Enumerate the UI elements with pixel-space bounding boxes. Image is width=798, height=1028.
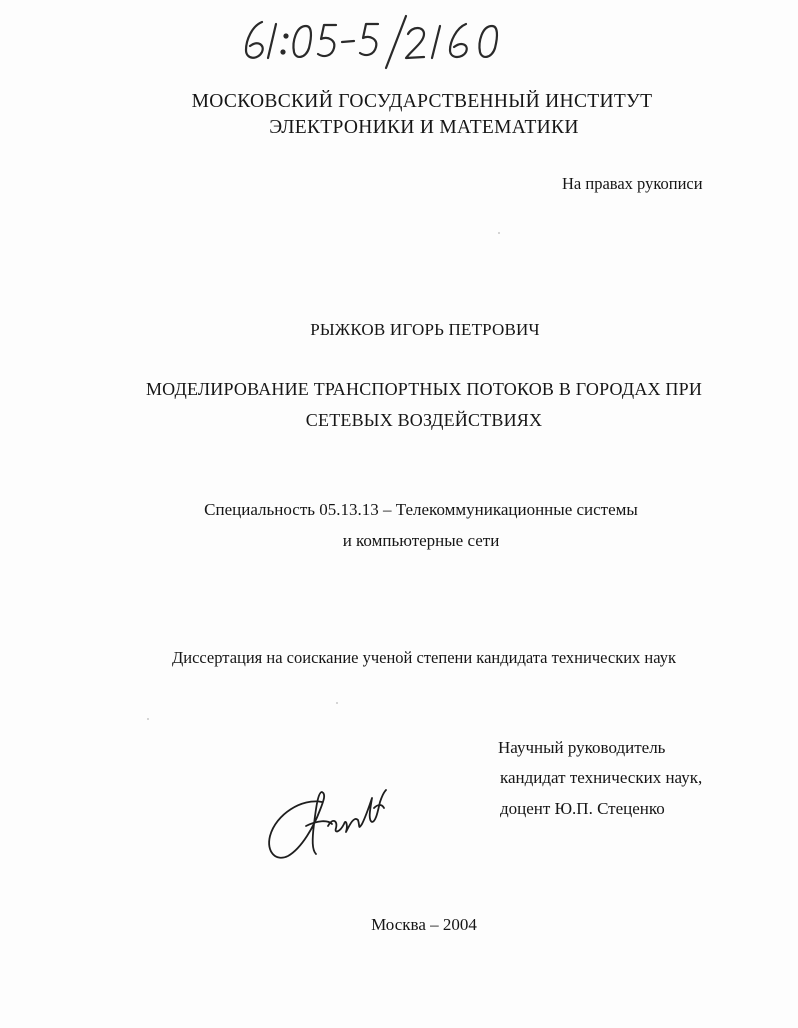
advisor-name: доцент Ю.П. Стеценко (500, 799, 665, 818)
handwritten-archive-number (236, 12, 516, 70)
dissertation-title-line1: МОДЕЛИРОВАНИЕ ТРАНСПОРТНЫХ ПОТОКОВ В ГОРОДАХ ПРИ (145, 379, 703, 399)
scan-speck (336, 702, 338, 704)
manuscript-rights-note: На правах рукописи (562, 174, 703, 193)
advisor-degree: кандидат технических наук, (500, 768, 703, 787)
advisor-role: Научный руководитель (498, 738, 666, 757)
institute-name-line2: ЭЛЕКТРОНИКИ И МАТЕМАТИКИ (269, 117, 579, 138)
scan-speck (147, 718, 149, 720)
degree-statement: Диссертация на соискание ученой степени кандидата технических наук (172, 648, 676, 667)
institute-name-line1: МОСКОВСКИЙ ГОСУДАРСТВЕННЫЙ ИНСТИТУТ (191, 91, 653, 112)
scan-speck (498, 232, 500, 234)
author-name: РЫЖКОВ ИГОРЬ ПЕТРОВИЧ (310, 320, 540, 339)
author-signature (262, 780, 397, 870)
city-and-year: Москва – 2004 (371, 915, 477, 934)
specialty-line2: и компьютерные сети (342, 531, 500, 550)
specialty-line1: Специальность 05.13.13 – Телекоммуникационные системы (204, 500, 638, 519)
dissertation-title-line2: СЕТЕВЫХ ВОЗДЕЙСТВИЯХ (305, 410, 543, 430)
